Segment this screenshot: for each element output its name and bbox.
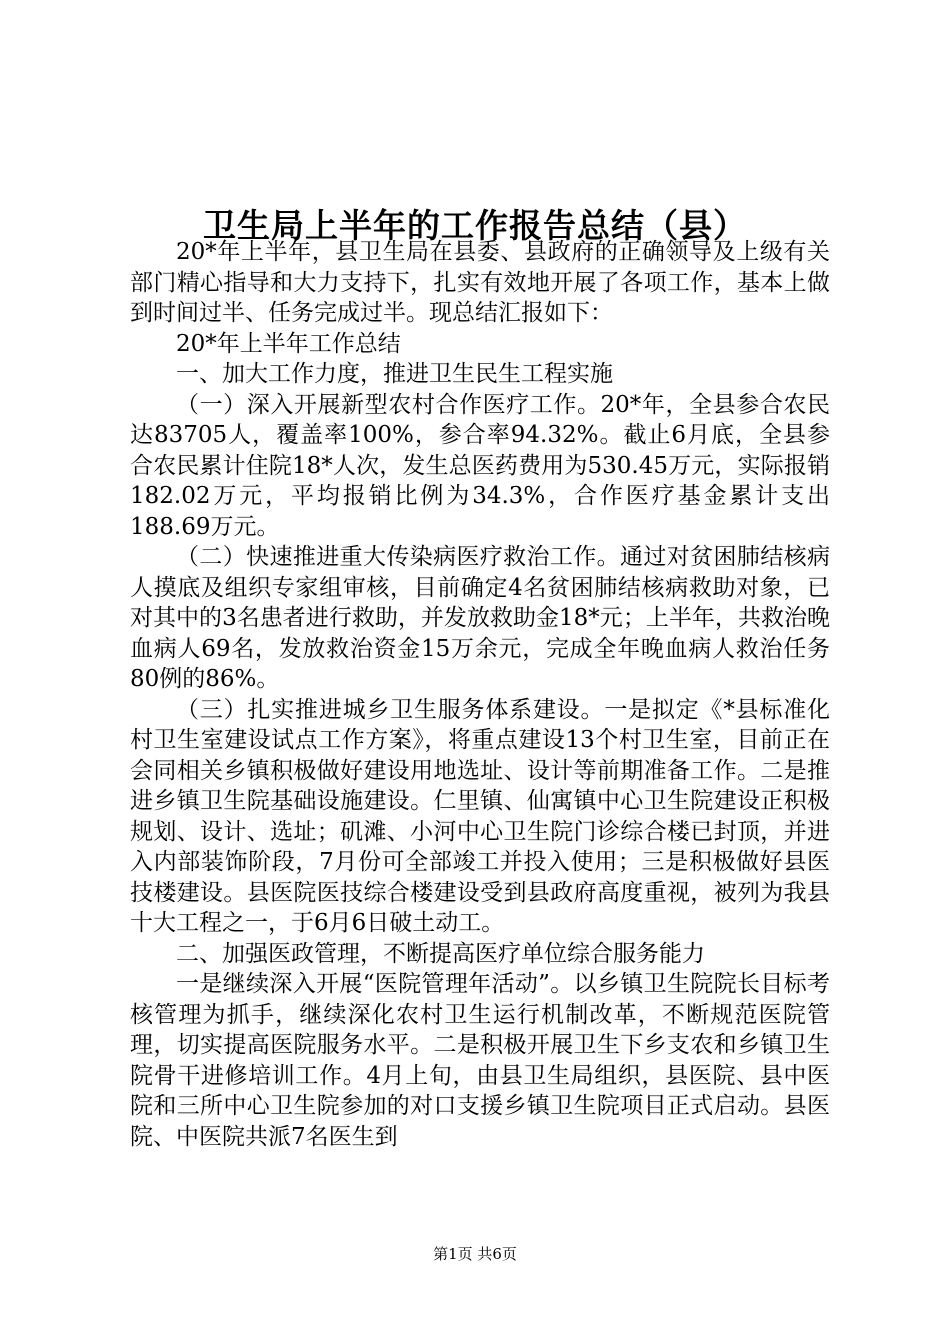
paragraph-item-3: （三）扎实推进城乡卫生服务体系建设。一是拟定《*县标准化村卫生室建设试点工作方案》，将重点建设13个村卫生室，目前正在会同相关乡镇积极做好建设用地选址、设计等前期准备工作。二是推进乡镇卫生院基础设施建设。仁里镇、仙寓镇中心卫生院建设正积极规划、设计、选址；矶滩、小河中心卫生院门诊综合楼已封顶，并进入内部装饰阶段，7月份可全部竣工并投入使用；三是积极做好县医技楼建设。县医院医技综合楼建设受到县政府高度重视，被列为我县十大工程之一，于6月6日破土动工。 [130,696,830,936]
document-body [130,237,830,1152]
paragraph-section-heading: 20*年上半年工作总结 [176,330,401,357]
paragraph-item-1: （一）深入开展新型农村合作医疗工作。20*年，全县参合农民达83705人，覆盖率100%，参合率94.32%。截止6月底，全县参合农民累计住院18*人次，发生总医药费用为530.45万元，实际报销182.02万元，平均报销比例为34.3%，合作医疗基金累计支出188.69万元。 [130,391,830,540]
document-title: 卫生局上半年的工作报告总结（县） [203,206,747,246]
paragraph-item-2: （二）快速推进重大传染病医疗救治工作。通过对贫困肺结核病人摸底及组织专家组审核，目前确定4名贫困肺结核病救助对象，已对其中的3名患者进行救助，并发放救助金18*元；上半年，共救治晚血病人69名，发放救治资金15万余元，完成全年晚血病人救治任务80例的86%。 [130,544,830,692]
paragraph-heading-2: 二、加强医政管理，不断提高医疗单位综合服务能力 [176,940,705,967]
paragraph-intro: 20*年上半年，县卫生局在县委、县政府的正确领导及上级有关部门精心指导和大力支持下，扎实有效地开展了各项工作，基本上做到时间过半、任务完成过半。现总结汇报如下： [130,239,830,326]
page-footer: 第1页 共6页 [433,1245,517,1263]
paragraph-heading-1: 一、加大工作力度，推进卫生民生工程实施 [176,361,613,387]
paragraph-item-4: 一是继续深入开展“医院管理年活动”。以乡镇卫生院院长目标考核管理为抓手，继续深化农村卫生运行机制改革，不断规范医院管理，切实提高医院服务水平。二是积极开展卫生下乡支农和乡镇卫生院骨干进修培训工作。4月上旬，由县卫生局组织，县医院、县中医院和三所中心卫生院参加的对口支援乡镇卫生院项目正式启动。县医院、中医院共派7名医生到 [130,971,830,1150]
